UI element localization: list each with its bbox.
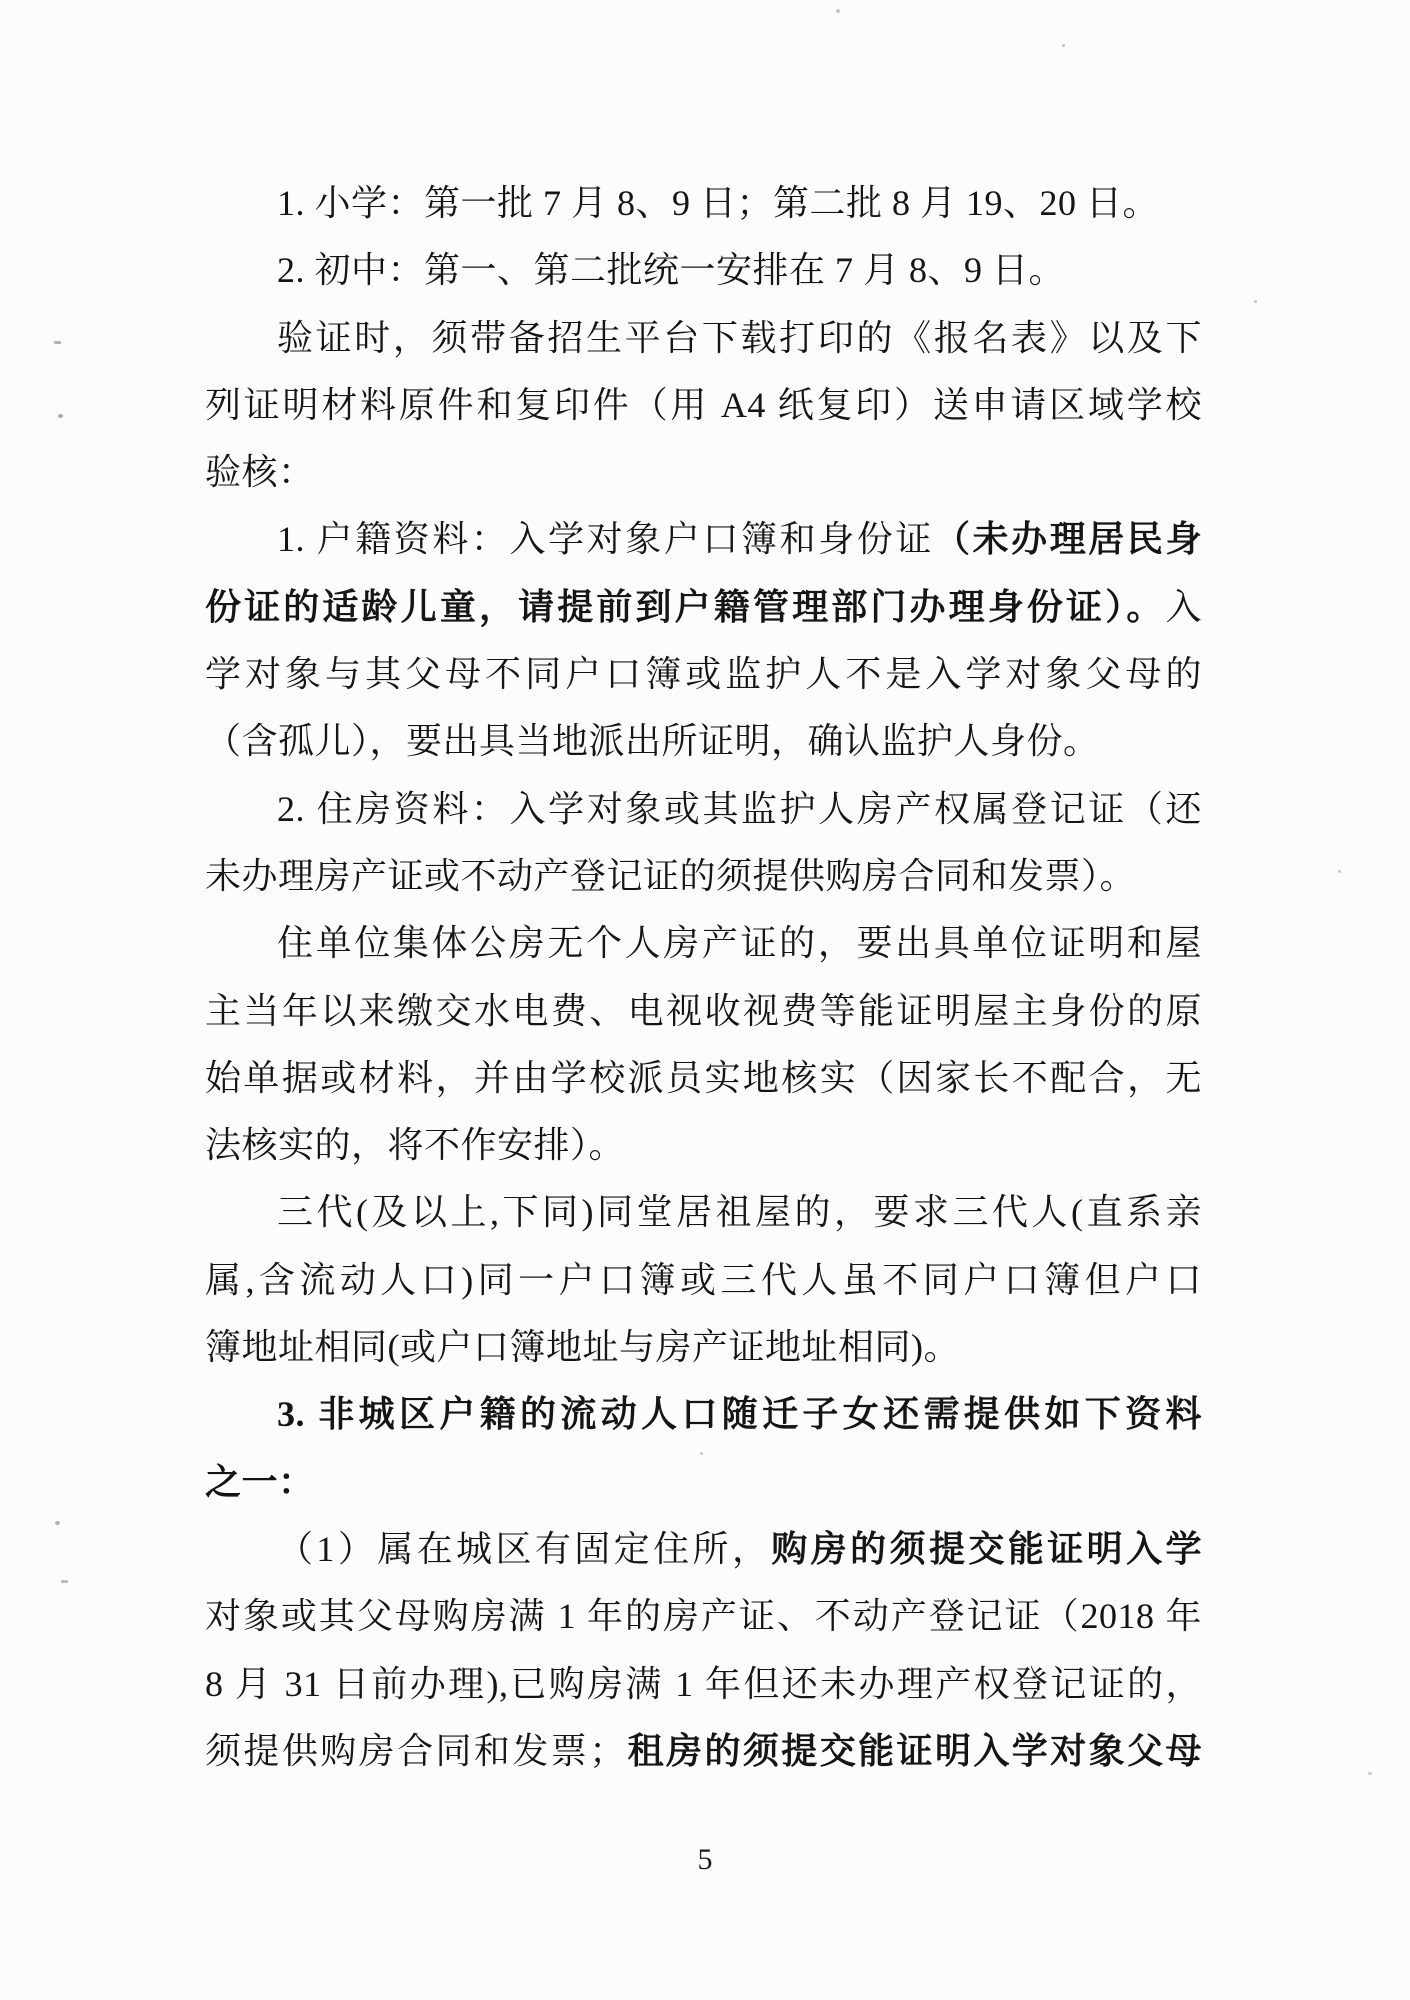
bold-text-run: （未办理居民身 (933, 519, 1202, 560)
scan-speck (58, 414, 63, 418)
text-line (205, 439, 1202, 506)
text-line (205, 978, 1202, 1045)
text-run: 2. 住房资料：入学对象或其监护人房产权属登记证（还 (277, 788, 1202, 829)
text-run: 入 (1165, 586, 1202, 627)
bold-text-run: 3. 非城区户籍的流动人口随迁子女还需提供如下资料 (277, 1394, 1202, 1435)
text-run: 1. 小学：第一批 7 月 8、9 日；第二批 8 月 19、20 日。 (277, 183, 1160, 223)
text-run: 未办理房产证或不动产登记证的须提供购房合同和发票）。 (205, 855, 1137, 896)
text-run: 验证时，须带备招生平台下载打印的《报名表》以及下 (277, 317, 1202, 358)
text-line (205, 776, 1202, 843)
text-run: 列证明材料原件和复印件（用 A4 纸复印）送申请区域学校 (205, 384, 1202, 425)
scan-speck (61, 1580, 68, 1583)
text-line (205, 1045, 1202, 1112)
text-line (205, 1651, 1202, 1718)
text-line (205, 708, 1202, 775)
page-number: 5 (697, 1843, 713, 1876)
text-run: 1. 户籍资料：入学对象户口簿和身份证 (277, 519, 934, 560)
text-run: 学对象与其父母不同户口簿或监护人不是入学对象父母的 (205, 654, 1202, 695)
document-text-block (205, 170, 1202, 1785)
bold-text-run: 购房的须提交能证明入学 (771, 1528, 1202, 1569)
text-run: 始单据或材料，并由学校派员实地核实（因家长不配合，无 (205, 1057, 1202, 1098)
text-line (205, 506, 1202, 573)
text-line (205, 1179, 1202, 1246)
scan-speck (54, 341, 61, 344)
text-run: 主当年以来缴交水电费、电视收视费等能证明屋主身份的原 (205, 990, 1202, 1031)
text-line (205, 1449, 1202, 1516)
scan-speck (1254, 300, 1257, 303)
text-line (205, 1112, 1202, 1179)
text-run: 属,含流动人口)同一户口簿或三代人虽不同户口簿但户口 (205, 1259, 1202, 1300)
text-line (205, 1718, 1202, 1785)
bold-text-run: 份证的适龄儿童，请提前到户籍管理部门办理身份证）。 (205, 586, 1166, 627)
text-run: （1）属在城区有固定住所， (277, 1528, 772, 1569)
text-line (205, 1314, 1202, 1381)
scan-speck (55, 1521, 60, 1525)
text-line (205, 1247, 1202, 1314)
text-line (205, 843, 1202, 910)
text-run: 三代(及以上,下同)同堂居祖屋的，要求三代人(直系亲 (277, 1192, 1202, 1233)
text-line (205, 372, 1202, 439)
text-line (205, 170, 1202, 237)
bold-text-run: 之一： (205, 1461, 315, 1502)
text-run: 法核实的，将不作安排）。 (205, 1125, 626, 1166)
text-line (205, 1381, 1202, 1448)
text-line (205, 237, 1202, 304)
scan-speck (700, 1452, 703, 1455)
text-run: 住单位集体公房无个人房产证的，要出具单位证明和屋 (277, 923, 1202, 964)
scan-speck (836, 9, 840, 13)
bold-text-run: 租房的须提交能证明入学对象父母 (625, 1730, 1202, 1771)
scan-speck (1368, 1772, 1372, 1775)
text-line (205, 1583, 1202, 1650)
text-line (205, 910, 1202, 977)
text-line (205, 1516, 1202, 1583)
text-run: 须提供购房合同和发票； (205, 1730, 626, 1771)
scan-speck (1062, 44, 1065, 47)
text-line (205, 574, 1202, 641)
text-run: 簿地址相同(或户口簿地址与房产证地址相同)。 (205, 1327, 960, 1368)
text-run: 2. 初中：第一、第二批统一安排在 7 月 8、9 日。 (277, 250, 1066, 291)
scan-speck (1338, 870, 1341, 873)
text-run: 验核： (205, 452, 315, 493)
text-run: （含孤儿），要出具当地派出所证明，确认监护人身份。 (205, 721, 1100, 762)
text-line (205, 305, 1202, 372)
text-run: 8 月 31 日前办理),已购房满 1 年但还未办理产权登记证的， (205, 1663, 1202, 1704)
text-line (205, 641, 1202, 708)
text-run: 对象或其父母购房满 1 年的房产证、不动产登记证（2018 年 (205, 1596, 1202, 1637)
